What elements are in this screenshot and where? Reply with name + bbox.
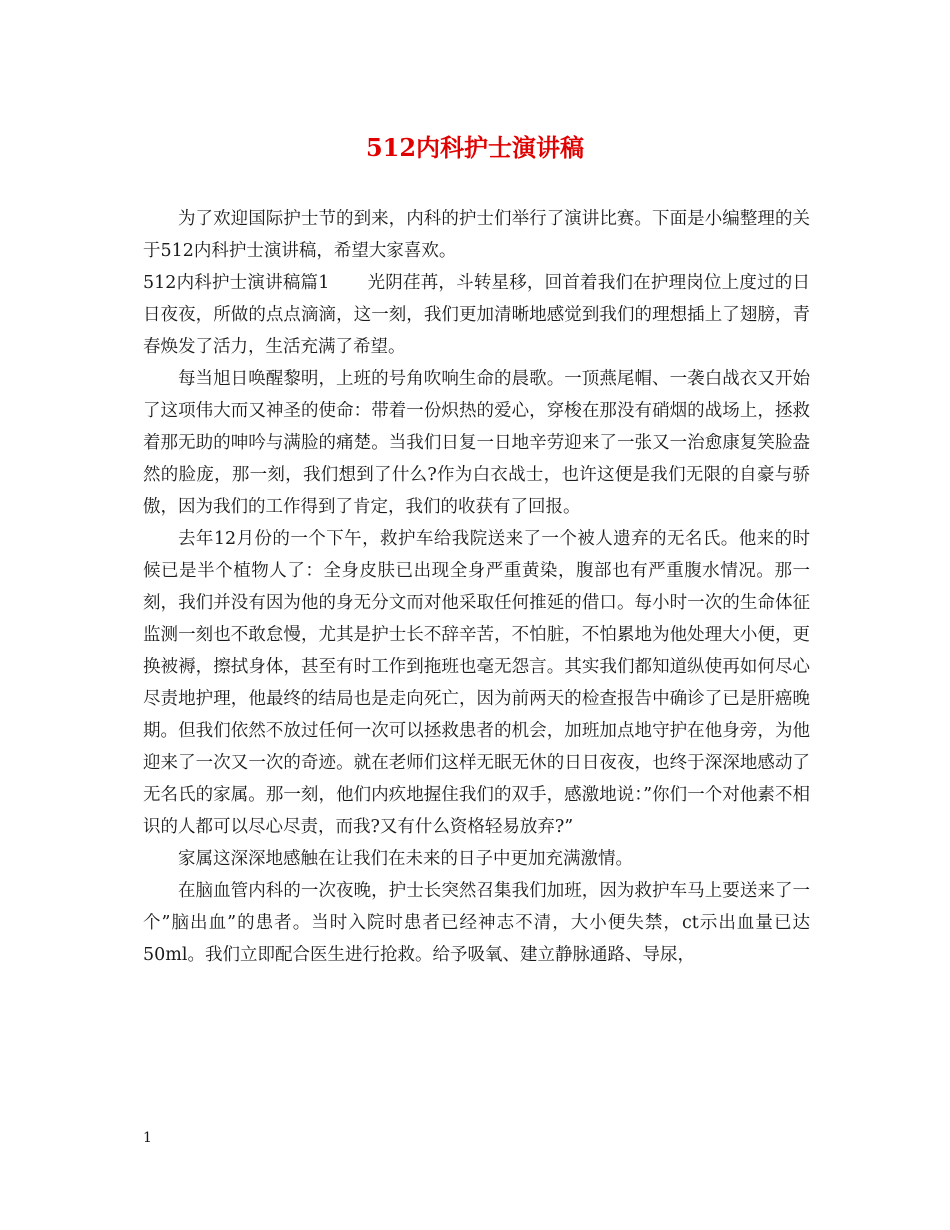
body-paragraph: 每当旭日唤醒黎明，上班的号角吹响生命的晨歌。一顶燕尾帽、一袭白战衣又开始了这项伟大而又神圣的使命：带着一份炽热的爱心，穿梭在那没有硝烟的战场上，拯救着那无助的呻吟与满脸的痛楚。当我们日复一日地辛劳迎来了一张又一治愈康复笑脸盎然的脸庞，那一刻，我们想到了什么?作为白衣战士，也许这便是我们无限的自豪与骄傲，因为我们的工作得到了肯定，我们的收获有了回报。 [143,369,810,517]
section-paragraph [143,267,810,363]
document-title: 512内科护士演讲稿 [365,133,585,162]
document-body [143,203,810,971]
section-first-text: 光阴荏苒，斗转星移，回首着我们在护理岗位上度过的日日夜夜，所做的点点滴滴，这一刻，我们更加清晰地感觉到我们的理想插上了翅膀，青春焕发了活力，生活充满了希望。 [143,273,811,357]
body-paragraph: 去年12月份的一个下午，救护车给我院送来了一个被人遗弃的无名氏。他来的时候已是半个植物人了：全身皮肤已出现全身严重黄染，腹部也有严重腹水情况。那一刻，我们并没有因为他的身无分文而对他采取任何推延的借口。每小时一次的生命体征监测一刻也不敢怠慢，尤其是护士长不辞辛苦，不怕脏，不怕累地为他处理大小便，更换被褥，擦拭身体，甚至有时工作到拖班也毫无怨言。其实我们都知道纵使再如何尽心尽责地护理，他最终的结局也是走向死亡，因为前两天的检查报告中确诊了已是肝癌晚期。但我们依然不放过任何一次可以拯救患者的机会，加班加点地守护在他身旁，为他迎来了一次又一次的奇迹。就在老师们这样无眠无休的日日夜夜，也终于深深地感动了无名氏的家属。那一刻，他们内疚地握住我们的双手，感激地说：”你们一个对他素不相识的人都可以尽心尽责，而我?又有什么资格轻易放弃?” [143,529,810,837]
body-paragraph: 在脑血管内科的一次夜晚，护士长突然召集我们加班，因为救护车马上要送来了一个”脑出血”的患者。当时入院时患者已经神志不清，大小便失禁，ct示出血量已达50ml。我们立即配合医生进行抢救。给予吸氧、建立静脉通路、导尿， [143,881,810,965]
page-number: 1 [143,1130,152,1146]
intro-paragraph: 为了欢迎国际护士节的到来，内科的护士们举行了演讲比赛。下面是小编整理的关于512内科护士演讲稿，希望大家喜欢。 [143,209,810,261]
section-heading: 512内科护士演讲稿篇1 [143,273,330,293]
body-paragraph: 家属这深深地感触在让我们在未来的日子中更加充满激情。 [178,849,633,869]
